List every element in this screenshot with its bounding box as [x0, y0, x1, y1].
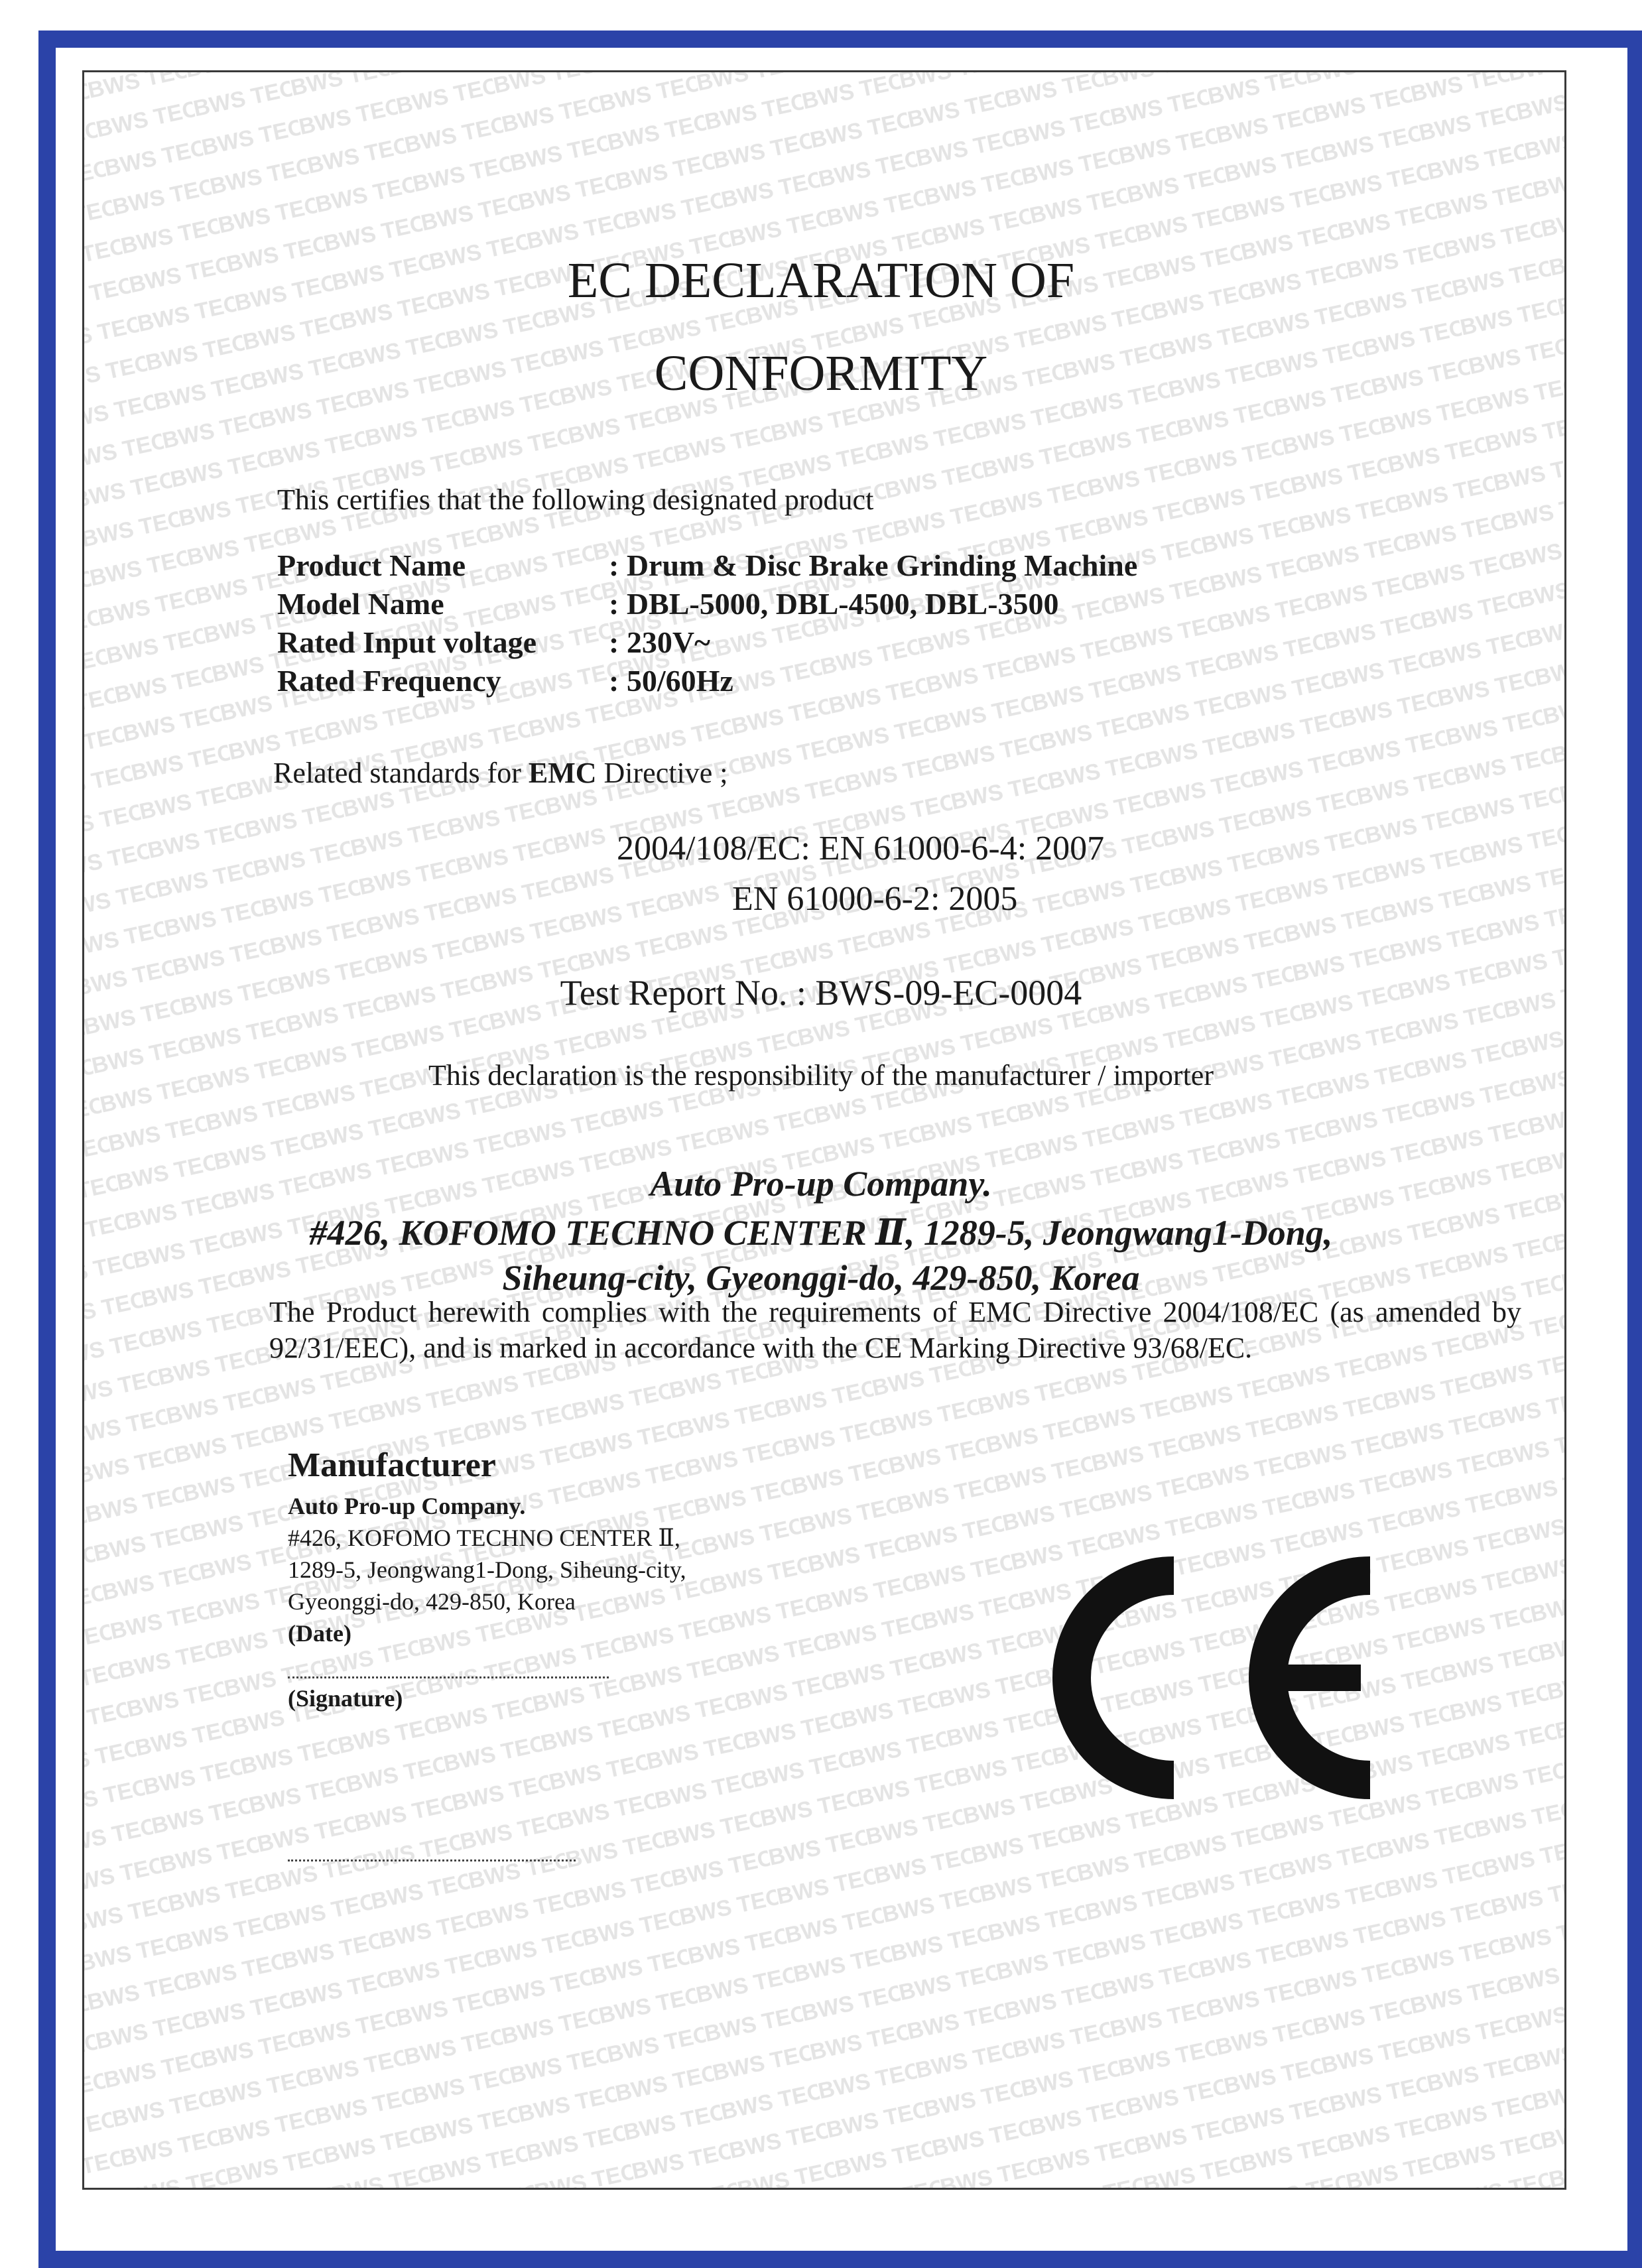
spec-value-product-name: : Drum & Disc Brake Grinding Machine [609, 548, 1138, 582]
standards-intro [273, 756, 727, 790]
date-label: (Date) [288, 1620, 351, 1647]
intro-text: This certifies that the following designated product [277, 483, 874, 516]
standard-2: EN 61000-6-2: 2005 [732, 880, 1018, 918]
spec-label-rated-frequency: Rated Frequency [277, 664, 501, 698]
signature-label: (Signature) [288, 1685, 403, 1712]
compliance-paragraph: The Product herewith complies with the requirements of EMC Directive 2004/108/EC (as amended by 92/31/EEC), and is marked in accordance with the CE Marking Directive 93/68/EC. [269, 1296, 1521, 1364]
responsibility-text: This declaration is the responsibility of the manufacturer / importer [428, 1059, 1214, 1092]
company-name: Auto Pro-up Company. [650, 1164, 992, 1204]
title-line-2: CONFORMITY [654, 346, 988, 401]
title-line-1: EC DECLARATION OF [567, 253, 1075, 308]
spec-value-model-name: : DBL-5000, DBL-4500, DBL-3500 [609, 587, 1059, 621]
manufacturer-name: Auto Pro-up Company. [288, 1493, 526, 1519]
manufacturer-address-line-3: Gyeonggi-do, 429-850, Korea [288, 1588, 576, 1615]
standards-intro-suffix: Directive ; [596, 757, 728, 789]
spec-value-rated-frequency: : 50/60Hz [609, 664, 733, 698]
signature-line [288, 1859, 576, 1861]
ce-letter-c [1072, 1576, 1174, 1780]
ce-mark-logo [1021, 1545, 1393, 1810]
spec-label-model-name: Model Name [277, 587, 444, 621]
standards-intro-prefix: Related standards for [273, 757, 529, 789]
standards-intro-emc: EMC [528, 757, 597, 789]
spec-label-product-name: Product Name [277, 548, 466, 582]
manufacturer-address-line-1: #426, KOFOMO TECHNO CENTER Ⅱ, [288, 1525, 680, 1551]
company-address-line-1: #426, KOFOMO TECHNO CENTER Ⅱ, 1289-5, Jeongwang1-Dong, [309, 1213, 1333, 1253]
spec-value-rated-voltage: : 230V~ [609, 625, 710, 659]
spec-label-rated-voltage: Rated Input voltage [277, 625, 537, 659]
standard-1: 2004/108/EC: EN 61000-6-4: 2007 [617, 830, 1105, 867]
company-address-line-2: Siheung-city, Gyeonggi-do, 429-850, Korea [502, 1258, 1140, 1298]
manufacturer-address-line-2: 1289-5, Jeongwang1-Dong, Siheung-city, [288, 1556, 686, 1583]
ce-letter-e-bar [1268, 1665, 1361, 1691]
manufacturer-heading: Manufacturer [288, 1446, 496, 1484]
date-line [288, 1676, 609, 1678]
test-report-number: Test Report No. : BWS-09-EC-0004 [560, 973, 1082, 1013]
